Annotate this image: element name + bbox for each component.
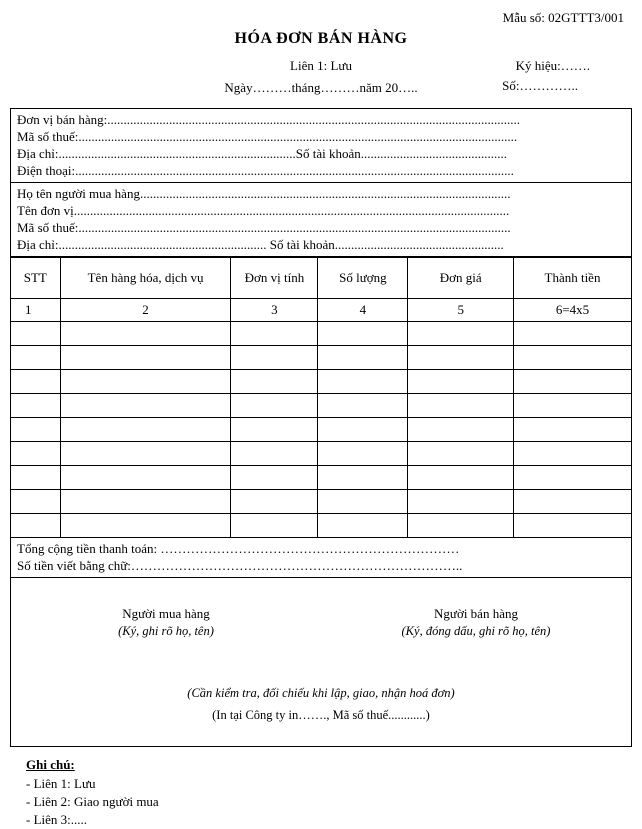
invoice-symbol: Ký hiệu:……. (515, 58, 590, 73)
table-cell-empty[interactable] (11, 442, 61, 466)
table-cell-empty[interactable] (60, 466, 231, 490)
seller-tax-field: Mã số thuế:....................................................................................................................................... (17, 129, 518, 144)
buyer-signature-note: (Ký, ghi rõ họ, tên) (118, 624, 214, 638)
table-cell-empty[interactable] (60, 514, 231, 538)
column-header-price: Đơn giá (408, 258, 514, 299)
table-cell-empty[interactable] (11, 322, 61, 346)
table-cell-empty[interactable] (11, 418, 61, 442)
items-table (10, 257, 632, 538)
amount-in-words-line: Số tiền viết bằng chữ:………………………………………………………………….. (17, 558, 463, 573)
num-cell-3: 3 (231, 299, 318, 322)
table-cell-empty[interactable] (318, 514, 408, 538)
footer-item-1: - Liên 1: Lưu (26, 776, 96, 791)
table-cell-empty[interactable] (408, 466, 514, 490)
table-cell-empty[interactable] (11, 370, 61, 394)
table-cell-empty[interactable] (231, 346, 318, 370)
verification-note: (Cần kiểm tra, đối chiếu khi lập, giao, nhận hoá đơn) (187, 686, 455, 700)
table-cell-empty[interactable] (513, 394, 631, 418)
table-row[interactable] (11, 490, 632, 514)
table-row[interactable] (11, 346, 632, 370)
table-cell-empty[interactable] (60, 490, 231, 514)
table-cell-empty[interactable] (318, 322, 408, 346)
table-cell-empty[interactable] (11, 346, 61, 370)
table-header-row (11, 258, 632, 299)
table-cell-empty[interactable] (231, 370, 318, 394)
table-cell-empty[interactable] (408, 514, 514, 538)
copy-label: Liên 1: Lưu (290, 58, 352, 73)
column-header-amount: Thành tiền (513, 258, 631, 299)
table-cell-empty[interactable] (318, 370, 408, 394)
table-cell-empty[interactable] (318, 442, 408, 466)
table-cell-empty[interactable] (408, 490, 514, 514)
table-cell-empty[interactable] (513, 442, 631, 466)
table-row-numbers (11, 299, 632, 322)
table-cell-empty[interactable] (513, 322, 631, 346)
table-cell-empty[interactable] (318, 346, 408, 370)
table-cell-empty[interactable] (513, 370, 631, 394)
buyer-address-field: Địa chỉ:................................................................ Số tài khoản.................................................... (17, 237, 504, 252)
footer-notes (10, 757, 632, 829)
signature-block (10, 578, 632, 747)
table-cell-empty[interactable] (60, 322, 231, 346)
table-cell-empty[interactable] (231, 466, 318, 490)
seller-name-field: Đơn vị bán hàng:............................................................................................................................... (17, 112, 521, 127)
table-cell-empty[interactable] (11, 490, 61, 514)
totals-block (10, 538, 632, 578)
table-row[interactable] (11, 394, 632, 418)
items-table-body (11, 299, 632, 538)
table-cell-empty[interactable] (318, 466, 408, 490)
table-cell-empty[interactable] (60, 346, 231, 370)
table-cell-empty[interactable] (231, 442, 318, 466)
table-cell-empty[interactable] (231, 394, 318, 418)
num-cell-4: 4 (318, 299, 408, 322)
table-row[interactable] (11, 322, 632, 346)
seller-signature-note: (Ký, đóng dấu, ghi rõ họ, tên) (401, 624, 551, 638)
buyer-person-field: Họ tên người mua hàng.................................................................................................................. (17, 186, 511, 201)
column-header-unit: Đơn vị tính (231, 258, 318, 299)
footer-item-3: - Liên 3:..... (26, 812, 88, 827)
invoice-header (10, 8, 632, 108)
table-cell-empty[interactable] (513, 346, 631, 370)
column-header-goods: Tên hàng hóa, dịch vụ (60, 258, 231, 299)
table-cell-empty[interactable] (231, 490, 318, 514)
table-cell-empty[interactable] (231, 514, 318, 538)
table-cell-empty[interactable] (513, 490, 631, 514)
table-cell-empty[interactable] (513, 466, 631, 490)
table-cell-empty[interactable] (408, 322, 514, 346)
table-cell-empty[interactable] (11, 466, 61, 490)
buyer-signature (51, 606, 281, 639)
buyer-signature-title: Người mua hàng (122, 606, 210, 621)
num-cell-1: 1 (11, 299, 61, 322)
table-cell-empty[interactable] (231, 418, 318, 442)
table-row[interactable] (11, 370, 632, 394)
table-cell-empty[interactable] (318, 418, 408, 442)
column-header-quantity: Số lượng (318, 258, 408, 299)
total-amount-line: Tổng cộng tiền thanh toán: …………………………………………………………… (17, 541, 460, 556)
column-header-stt: STT (11, 258, 61, 299)
seller-signature (351, 606, 601, 639)
form-code: Mẫu số: 02GTTT3/001 (502, 10, 624, 25)
table-row[interactable] (11, 442, 632, 466)
seller-address-field: Địa chỉ:.........................................................................Số tài khoản............................................. (17, 146, 508, 161)
table-cell-empty[interactable] (60, 418, 231, 442)
table-cell-empty[interactable] (231, 322, 318, 346)
table-cell-empty[interactable] (318, 490, 408, 514)
table-cell-empty[interactable] (11, 394, 61, 418)
table-cell-empty[interactable] (11, 514, 61, 538)
table-cell-empty[interactable] (408, 442, 514, 466)
table-cell-empty[interactable] (408, 346, 514, 370)
page-title: HÓA ĐƠN BÁN HÀNG (234, 30, 408, 47)
footer-item-2: - Liên 2: Giao người mua (26, 794, 159, 809)
date-line: Ngày………tháng………năm 20….. (224, 80, 418, 95)
buyer-unit-field: Tên đơn vị...................................................................................................................................... (17, 203, 510, 218)
table-row[interactable] (11, 514, 632, 538)
footer-title: Ghi chú: (26, 757, 75, 772)
num-cell-5: 5 (408, 299, 514, 322)
table-cell-empty[interactable] (318, 394, 408, 418)
seller-signature-title: Người bán hàng (434, 606, 518, 621)
invoice-number: Số:………….. (502, 78, 578, 93)
table-cell-empty[interactable] (408, 370, 514, 394)
table-row[interactable] (11, 418, 632, 442)
num-cell-6: 6=4x5 (513, 299, 631, 322)
table-cell-empty[interactable] (513, 418, 631, 442)
table-cell-empty[interactable] (60, 370, 231, 394)
printer-note: (In tại Công ty in……., Mã số thuế............) (212, 708, 430, 722)
table-row[interactable] (11, 466, 632, 490)
table-cell-empty[interactable] (408, 418, 514, 442)
table-cell-empty[interactable] (513, 514, 631, 538)
seller-phone-field: Điện thoại:....................................................................................................................................... (17, 163, 514, 178)
table-cell-empty[interactable] (60, 442, 231, 466)
buyer-tax-field: Mã số thuế:..................................................................................................................................... (17, 220, 511, 235)
table-cell-empty[interactable] (60, 394, 231, 418)
buyer-block (10, 182, 632, 257)
seller-block (10, 108, 632, 182)
table-cell-empty[interactable] (408, 394, 514, 418)
num-cell-2: 2 (60, 299, 231, 322)
